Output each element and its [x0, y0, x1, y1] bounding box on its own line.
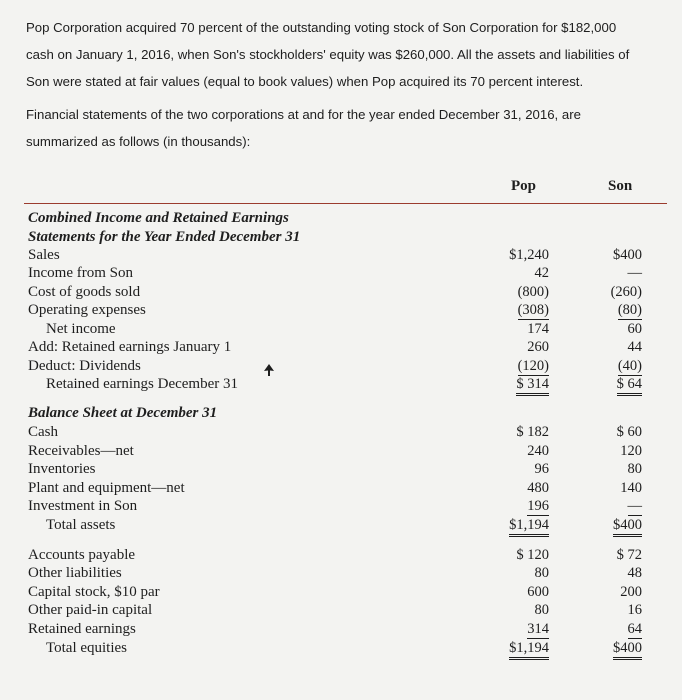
value-text: $400: [613, 247, 642, 263]
row-label: Net income: [46, 321, 116, 337]
row-label: Deduct: Dividends: [28, 358, 141, 374]
mouse-cursor-icon: [262, 364, 276, 380]
row-label: Cost of goods sold: [28, 284, 141, 300]
value-text: 80: [534, 602, 549, 618]
row-label: Inventories: [28, 461, 96, 477]
value-text: (308): [517, 302, 549, 318]
intro-paragraph-2: [26, 101, 666, 155]
son-value: [522, 601, 642, 619]
son-value: [522, 264, 642, 282]
value-text: 96: [534, 461, 549, 477]
value-text: $ 60: [616, 424, 642, 440]
value-text: (800): [517, 284, 549, 300]
son-value: [522, 246, 642, 264]
row-label: Total assets: [46, 517, 116, 533]
value-text: 480: [527, 480, 549, 496]
value-text: 174: [527, 321, 549, 337]
value-text: 196: [527, 498, 549, 514]
balance-section-title: Balance Sheet at December 31: [28, 405, 218, 421]
son-value: [522, 516, 642, 537]
row-label: Other paid-in capital: [28, 602, 153, 618]
intro-line: summarized as follows (in thousands):: [26, 134, 251, 149]
son-value: [522, 479, 642, 497]
value-text: 240: [527, 443, 549, 459]
son-value: [522, 546, 642, 564]
intro-paragraph-1: [26, 14, 666, 95]
son-value: [522, 338, 642, 356]
value-text: 80: [534, 565, 549, 581]
son-value: [522, 583, 642, 601]
row-label: Receivables—net: [28, 443, 134, 459]
value-text: 16: [627, 602, 642, 618]
value-text: 80: [627, 461, 642, 477]
son-value: [522, 301, 642, 320]
value-text: 260: [527, 339, 549, 355]
row-label: Add: Retained earnings January 1: [28, 339, 232, 355]
problem-intro: [26, 14, 666, 155]
row-label: Plant and equipment—net: [28, 480, 185, 496]
row-label: Investment in Son: [28, 498, 138, 514]
value-text: $1,194: [509, 517, 549, 537]
column-header-son: Son: [608, 178, 633, 194]
value-text: (120): [517, 358, 549, 374]
value-text: $400: [613, 640, 642, 660]
value-text: 64: [627, 621, 642, 637]
row-label: Retained earnings: [28, 621, 136, 637]
row-label: Retained earnings December 31: [46, 376, 239, 392]
value-text: $400: [613, 517, 642, 537]
son-value: [522, 639, 642, 660]
value-text: 44: [627, 339, 642, 355]
value-text: (80): [617, 302, 642, 318]
value-text: 42: [534, 265, 549, 281]
value-text: —: [627, 265, 642, 281]
value-text: —: [627, 498, 642, 514]
son-value: [522, 283, 642, 301]
son-value: [522, 460, 642, 478]
row-label: Sales: [28, 247, 60, 263]
income-section-title: Statements for the Year Ended December 31: [28, 229, 301, 245]
value-text: $ 314: [516, 376, 549, 396]
son-value: [522, 357, 642, 376]
row-label: Income from Son: [28, 265, 133, 281]
row-label: Capital stock, $10 par: [28, 584, 160, 600]
value-text: 314: [527, 621, 549, 637]
son-value: [522, 423, 642, 441]
intro-line: Son were stated at fair values (equal to book values) when Pop acquired its 70 percent interest.: [26, 74, 584, 89]
value-text: 120: [620, 443, 642, 459]
row-label: Accounts payable: [28, 547, 136, 563]
row-label: Operating expenses: [28, 302, 146, 318]
header-divider: [24, 203, 667, 204]
intro-line: cash on January 1, 2016, when Son's stockholders' equity was $260,000. All the assets and liabilities of: [26, 47, 630, 62]
income-section-title: Combined Income and Retained Earnings: [28, 210, 289, 226]
intro-line: Pop Corporation acquired 70 percent of the outstanding voting stock of Son Corporation for $182,000: [26, 20, 617, 35]
value-text: $ 182: [516, 424, 549, 440]
son-value: [522, 375, 642, 396]
value-text: 600: [527, 584, 549, 600]
value-text: $ 64: [617, 376, 642, 396]
son-value: [522, 564, 642, 582]
value-text: (40): [617, 358, 642, 374]
son-value: [522, 620, 642, 639]
son-value: [522, 442, 642, 460]
row-label: Cash: [28, 424, 58, 440]
value-text: $ 72: [616, 547, 642, 563]
value-text: 48: [627, 565, 642, 581]
value-text: (260): [610, 284, 642, 300]
value-text: $1,194: [509, 640, 549, 660]
column-header-pop: Pop: [511, 178, 537, 194]
value-text: 200: [620, 584, 642, 600]
value-text: $1,240: [509, 247, 549, 263]
intro-line: Financial statements of the two corporations at and for the year ended December 31, 2016, are: [26, 107, 581, 122]
value-text: 140: [620, 480, 642, 496]
son-value: [522, 497, 642, 516]
row-label: Other liabilities: [28, 565, 122, 581]
son-value: [522, 320, 642, 338]
value-text: $ 120: [516, 547, 549, 563]
value-text: 60: [627, 321, 642, 337]
row-label: Total equities: [46, 640, 128, 656]
